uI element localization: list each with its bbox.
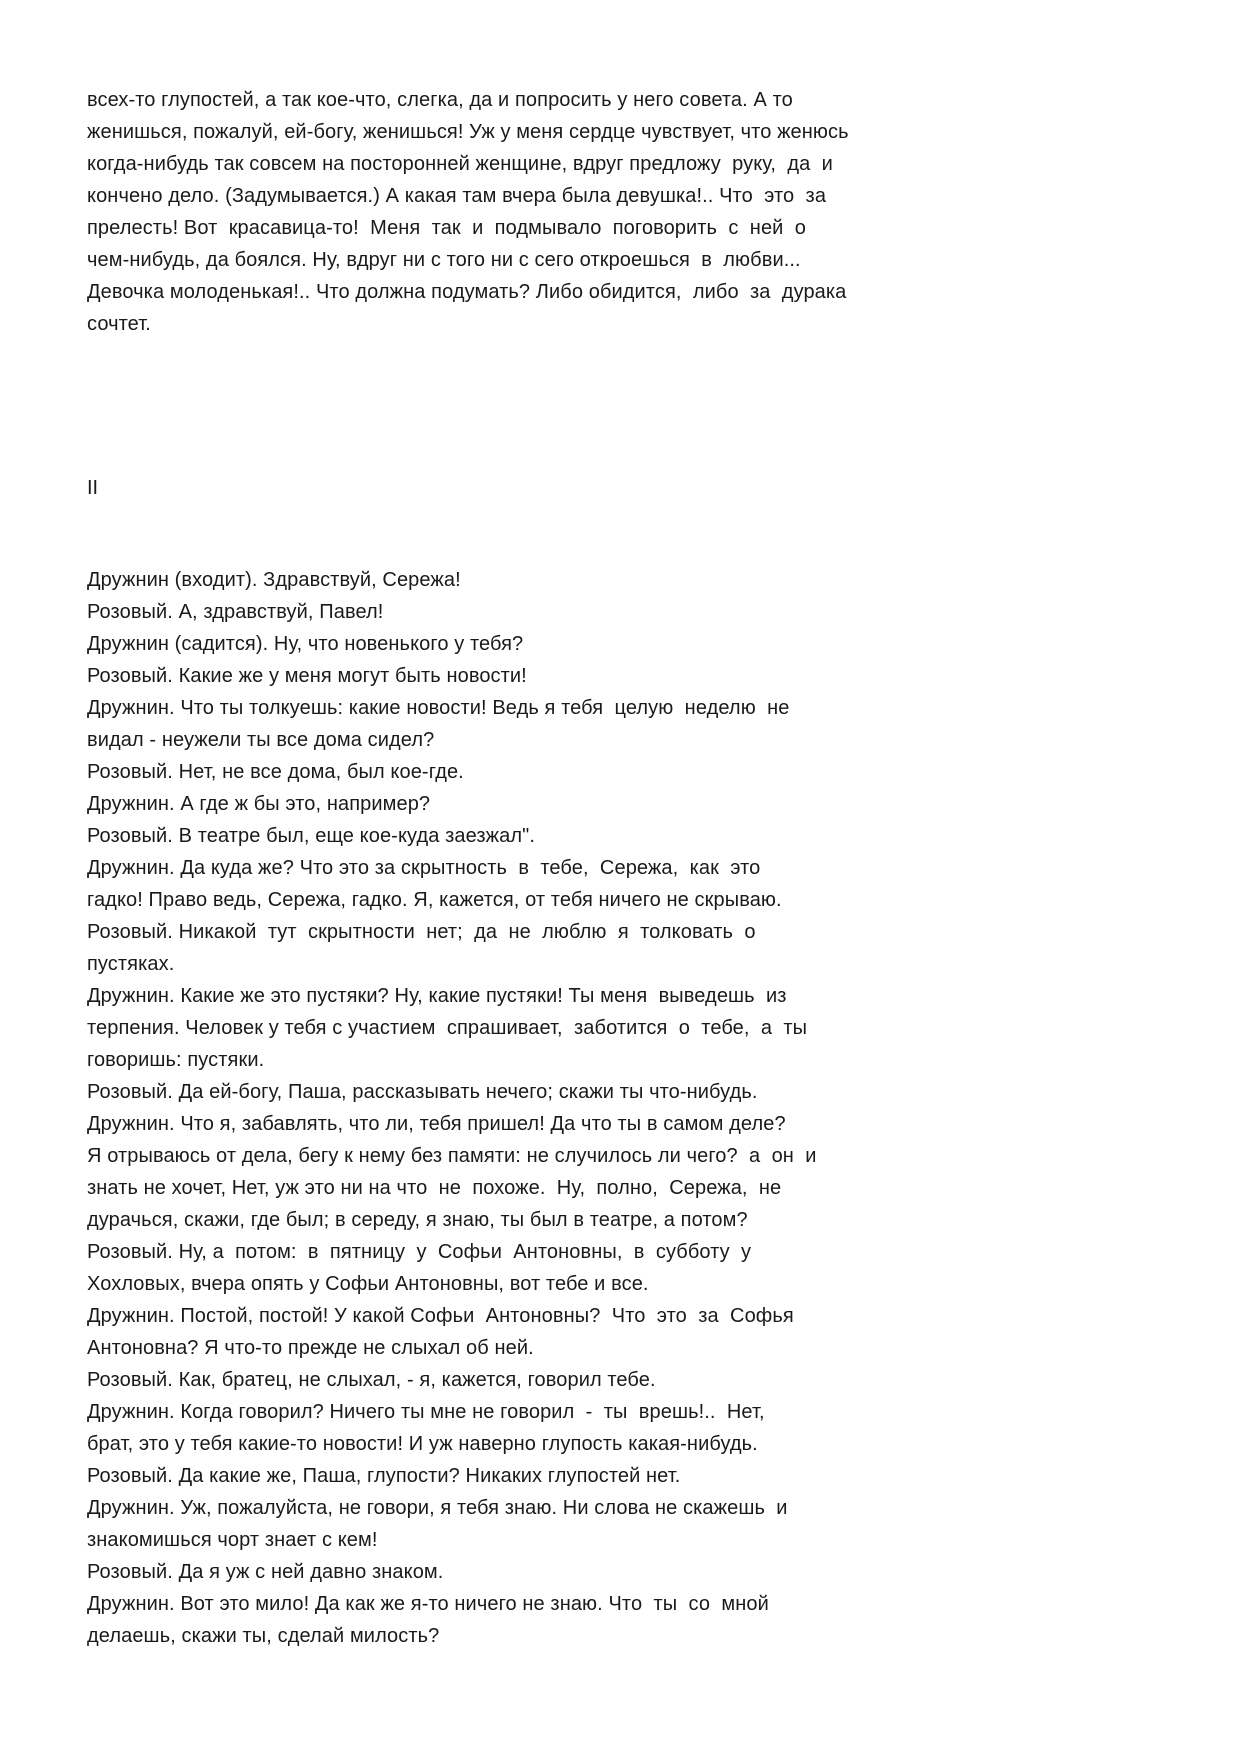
dialogue-line: Дружнин. А где ж бы это, например? xyxy=(87,793,431,815)
dialogue-line: Дружнин. Когда говорил? Ничего ты мне не говорил - ты врешь!.. Нет, xyxy=(87,1401,765,1423)
intro-paragraph xyxy=(87,84,1087,340)
dialogue-line: Дружнин. Вот это мило! Да как же я-то ничего не знаю. Что ты со мной xyxy=(87,1593,769,1615)
dialogue-line: Дружнин. Уж, пожалуйста, не говори, я тебя знаю. Ни слова не скажешь и xyxy=(87,1497,788,1519)
dialogue-line: делаешь, скажи ты, сделай милость? xyxy=(87,1625,440,1647)
dialogue-line: Розовый. Никакой тут скрытности нет; да не люблю я толковать о xyxy=(87,921,756,943)
text-line: когда-нибудь так совсем на посторонней женщине, вдруг предложу руку, да и xyxy=(87,153,833,175)
dialogue-line: Розовый. Какие же у меня могут быть новости! xyxy=(87,665,527,687)
dialogue-line: Дружнин. Что я, забавлять, что ли, тебя пришел! Да что ты в самом деле? xyxy=(87,1113,786,1135)
dialogue-line: Дружнин (садится). Ну, что новенького у тебя? xyxy=(87,633,524,655)
dialogue-line: Дружнин (входит). Здравствуй, Сережа! xyxy=(87,569,461,591)
dialogue-line: знать не хочет, Нет, уж это ни на что не похоже. Ну, полно, Сережа, не xyxy=(87,1177,782,1199)
dialogue-section xyxy=(87,564,1087,1652)
dialogue-line: Розовый. В театре был, еще кое-куда заезжал". xyxy=(87,825,535,847)
dialogue-line: Розовый. Нет, не все дома, был кое-где. xyxy=(87,761,464,783)
text-line: чем-нибудь, да боялся. Ну, вдруг ни с того ни с сего откроешься в любви... xyxy=(87,249,801,271)
dialogue-line: Дружнин. Постой, постой! У какой Софьи Антоновны? Что это за Софья xyxy=(87,1305,794,1327)
dialogue-line: терпения. Человек у тебя с участием спрашивает, заботится о тебе, а ты xyxy=(87,1017,808,1039)
text-line: сочтет. xyxy=(87,313,151,335)
dialogue-line: Розовый. Как, братец, не слыхал, - я, кажется, говорил тебе. xyxy=(87,1369,656,1391)
dialogue-line: Я отрываюсь от дела, бегу к нему без памяти: не случилось ли чего? а он и xyxy=(87,1145,817,1167)
dialogue-line: Розовый. А, здравствуй, Павел! xyxy=(87,601,384,623)
dialogue-line: Дружнин. Да куда же? Что это за скрытность в тебе, Сережа, как это xyxy=(87,857,761,879)
dialogue-line: дурачься, скажи, где был; в середу, я знаю, ты был в театре, а потом? xyxy=(87,1209,748,1231)
dialogue-line: брат, это у тебя какие-то новости! И уж наверно глупость какая-нибудь. xyxy=(87,1433,758,1455)
dialogue-line: гадко! Право ведь, Сережа, гадко. Я, кажется, от тебя ничего не скрываю. xyxy=(87,889,782,911)
dialogue-line: знакомишься чорт знает с кем! xyxy=(87,1529,378,1551)
dialogue-line: Розовый. Да какие же, Паша, глупости? Никаких глупостей нет. xyxy=(87,1465,681,1487)
dialogue-line: Хохловых, вчера опять у Софьи Антоновны, вот тебе и все. xyxy=(87,1273,649,1295)
dialogue-line: Розовый. Ну, а потом: в пятницу у Софьи Антоновны, в субботу у xyxy=(87,1241,752,1263)
dialogue-line: говоришь: пустяки. xyxy=(87,1049,265,1071)
dialogue-line: пустяках. xyxy=(87,953,175,975)
dialogue-line: видал - неужели ты все дома сидел? xyxy=(87,729,435,751)
text-line: прелесть! Вот красавица-то! Меня так и подмывало поговорить с ней о xyxy=(87,217,806,239)
section-heading: II xyxy=(87,477,99,499)
dialogue-line: Розовый. Да я уж с ней давно знаком. xyxy=(87,1561,444,1583)
dialogue-line: Дружнин. Что ты толкуешь: какие новости! Ведь я тебя целую неделю не xyxy=(87,697,790,719)
text-line: Девочка молоденькая!.. Что должна подумать? Либо обидится, либо за дурака xyxy=(87,281,847,303)
dialogue-line: Розовый. Да ей-богу, Паша, рассказывать нечего; скажи ты что-нибудь. xyxy=(87,1081,758,1103)
dialogue-line: Дружнин. Какие же это пустяки? Ну, какие пустяки! Ты меня выведешь из xyxy=(87,985,787,1007)
text-line: всех-то глупостей, а так кое-что, слегка, да и попросить у него совета. А то xyxy=(87,89,793,111)
text-line: женишься, пожалуй, ей-богу, женишься! Уж у меня сердце чувствует, что женюсь xyxy=(87,121,849,143)
dialogue-line: Антоновна? Я что-то прежде не слыхал об ней. xyxy=(87,1337,534,1359)
text-line: кончено дело. (Задумывается.) А какая там вчера была девушка!.. Что это за xyxy=(87,185,827,207)
